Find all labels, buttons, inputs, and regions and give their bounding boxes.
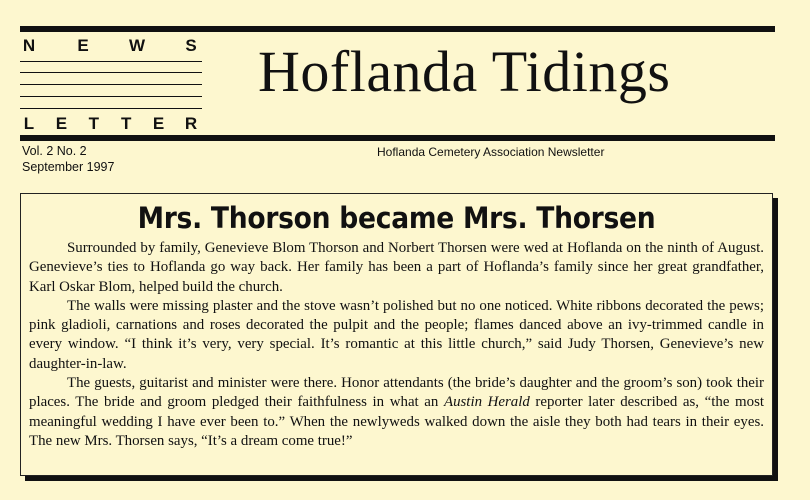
news-letter-n: N <box>22 36 36 55</box>
newspaper-name: Austin Herald <box>443 394 530 411</box>
newsletter-title: Hoflanda Tidings <box>258 39 671 104</box>
news-letter-w: W <box>128 36 146 55</box>
letter-letter-t2: T <box>120 114 132 133</box>
article-paragraph-2: The walls were missing plaster and the stove wasn’t polished but no one noticed. White ribbons decorated the pews; pink gladioli, carnations and roses decorated the pulpit and the people; flames danced above an ivy-trimmed candle in every window. “I think it’s very, very special. It’s romantic at this little church,” said Judy Thorsen, Genevieve’s new daughter-in-law. <box>29 297 764 372</box>
letter-letter-e2: E <box>152 114 165 133</box>
masthead-line-5 <box>20 108 202 109</box>
letter-letter-l: L <box>23 114 35 133</box>
letter-letter-e: E <box>55 114 68 133</box>
masthead-top-rule <box>20 26 775 32</box>
issue-date: September 1997 <box>22 160 115 174</box>
newsletter-subtitle: Hoflanda Cemetery Association Newsletter <box>377 145 605 159</box>
news-letter-e: E <box>77 36 89 55</box>
article-paragraph-1: Surrounded by family, Genevieve Blom Thorson and Norbert Thorsen were wed at Hoflanda on the ninth of August. Genevieve’s ties to Hoflanda go way back. Her family has been a part of Hoflanda’s family since her great grandfather, Karl Oskar Blom, helped build the church. <box>29 240 764 295</box>
article-headline: Mrs. Thorson became Mrs. Thorsen <box>137 201 656 235</box>
news-letter-s: S <box>185 36 197 55</box>
masthead-line-3 <box>20 84 202 85</box>
letter-letter-r: R <box>184 114 198 133</box>
masthead-bottom-rule <box>20 135 775 141</box>
masthead-line-4 <box>20 96 202 97</box>
letter-letter-t1: T <box>88 114 99 133</box>
article-box <box>20 193 773 476</box>
masthead-line-2 <box>20 72 202 73</box>
paragraph-3-part-2: reporter later described as, “the most meaningful wedding I have ever been to.” When the newlyweds walked down the aisle they both had tears in their eyes. The new Mrs. Thorsen says, “It’s a dream come true!” <box>29 394 764 449</box>
masthead <box>0 0 810 190</box>
article-paragraph-3 <box>29 374 764 451</box>
masthead-line-1 <box>20 61 202 62</box>
letter-word <box>20 114 200 134</box>
news-word <box>20 36 200 56</box>
paragraph-3-part-1: The guests, guitarist and minister were there. Honor attendants (the bride’s daughter and the groom’s son) took their places. The bride and groom pledged their faithfulness in what an <box>29 375 764 411</box>
volume-number: Vol. 2 No. 2 <box>22 144 87 158</box>
